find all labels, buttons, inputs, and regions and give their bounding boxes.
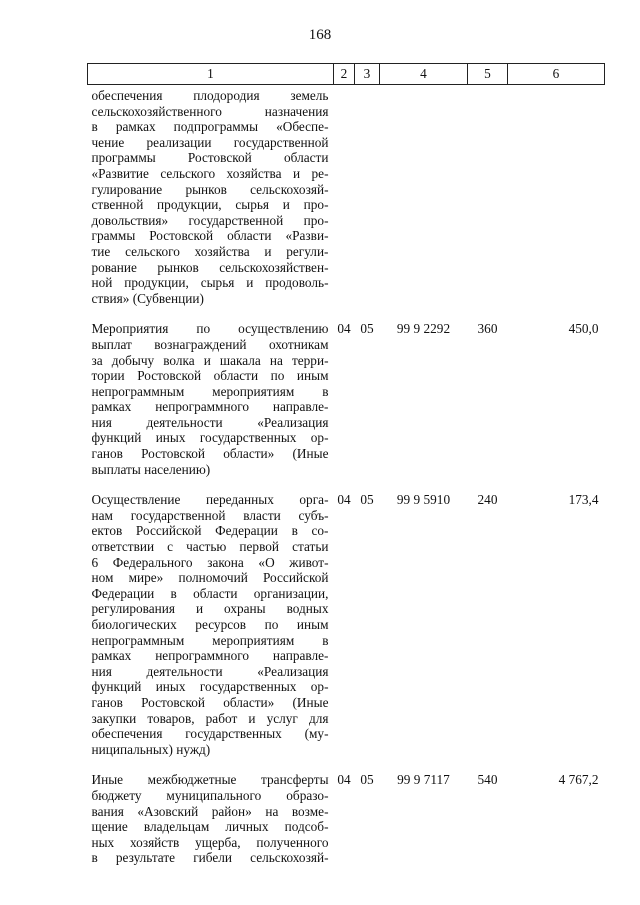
description-line: чение реализации государственной [91, 134, 329, 150]
description-line: Федерации в области организации, [91, 585, 329, 601]
description-line: «Развитие сельского хозяйства и ре- [91, 165, 329, 181]
amount: 450,0 [568, 321, 599, 337]
description-line: непрограммным мероприятиям в [91, 632, 329, 648]
description-line: ниципальных) нужд) [91, 741, 211, 757]
column-number-header [88, 64, 605, 85]
description-line: рамках непрограммного направле- [91, 648, 329, 664]
expense-type-code: 360 [477, 321, 498, 337]
budget-table [87, 63, 605, 872]
section-code: 04 [337, 492, 351, 508]
table-row [88, 769, 605, 872]
description-line: тие сельского хозяйства и регули- [91, 243, 329, 259]
description-line: за добычу волка и шакала на терри- [91, 352, 329, 368]
table-row [88, 85, 605, 313]
expenditure-description [88, 769, 334, 872]
target-article-code: 99 9 2292 [396, 321, 451, 337]
target-article-code [380, 85, 468, 313]
description-line: граммы Ростовской области «Разви- [91, 228, 329, 244]
column-header-2: 2 [334, 64, 355, 85]
description-line: программы Ростовской области [91, 150, 329, 166]
section-code: 04 [337, 321, 351, 337]
section-code [334, 85, 355, 313]
description-line: обеспечения государственных (му- [91, 726, 329, 742]
description-line: ном мире» полномочий Российской [91, 570, 329, 586]
description-line: ния деятельности «Реализация [91, 663, 329, 679]
page-number: 168 [308, 27, 332, 43]
description-line: щение владельцам личных подсоб- [91, 819, 329, 835]
expense-type-code: 540 [477, 772, 498, 788]
table-row [88, 489, 605, 763]
column-header-3: 3 [355, 64, 380, 85]
table-body [88, 85, 605, 872]
description-line: в рамках подпрограммы «Обеспе- [91, 119, 329, 135]
description-line: закупки товаров, работ и услуг для [91, 710, 329, 726]
description-line: вания «Азовский район» на возме- [91, 803, 329, 819]
description-line: обеспечения плодородия земель [91, 88, 329, 103]
description-line: биологических ресурсов по иным [91, 617, 329, 632]
expense-type-code [468, 85, 508, 313]
column-header-6: 6 [508, 64, 605, 85]
section-code: 04 [337, 772, 351, 788]
description-line: выплат вознаграждений охотникам [91, 336, 329, 352]
description-line: ственной продукции, сырья и про- [91, 197, 329, 213]
description-line: нам государственной власти субъ- [91, 507, 329, 523]
description-line: рамках непрограммного направле- [91, 399, 329, 415]
description-line: ния деятельности «Реализация [91, 414, 329, 430]
amount: 173,4 [568, 492, 599, 508]
description-line: рование рынков сельскохозяйствен- [91, 259, 329, 275]
description-line: 6 Федерального закона «О живот- [91, 554, 329, 570]
column-header-5: 5 [468, 64, 508, 85]
description-line: бюджету муниципального образо- [91, 787, 329, 803]
expenditure-description [88, 489, 334, 763]
description-line: непрограммным мероприятиям в [91, 383, 329, 399]
target-article-code: 99 9 7117 [397, 772, 450, 788]
description-line: ганов Ростовской области» (Иные [91, 446, 329, 462]
subsection-code: 05 [360, 321, 374, 337]
description-line: ных хозяйств ущерба, полученного [91, 834, 329, 850]
description-line: сельскохозяйственного назначения [91, 103, 329, 119]
description-line: Иные межбюджетные трансферты [91, 772, 329, 788]
description-line: тории Ростовской области по иным [91, 368, 329, 384]
description-line: Мероприятия по осуществлению [91, 321, 329, 337]
description-line: функций иных государственных ор- [91, 430, 329, 446]
subsection-code [355, 85, 380, 313]
description-line: Осуществление переданных орга- [91, 492, 329, 508]
description-line: гулирование рынков сельскохозяй- [91, 181, 329, 197]
description-line: ганов Ростовской области» (Иные [91, 694, 329, 710]
column-header-1: 1 [88, 64, 334, 85]
expenditure-description [88, 85, 334, 313]
amount [508, 85, 605, 313]
table-row [88, 318, 605, 483]
expense-type-code: 240 [477, 492, 498, 508]
amount: 4 767,2 [558, 772, 599, 788]
description-line: ной продукции, сырья и продоволь- [91, 275, 329, 291]
target-article-code: 99 9 5910 [396, 492, 451, 508]
subsection-code: 05 [360, 772, 374, 788]
description-line: ектов Российской Федерации в со- [91, 523, 329, 539]
description-line: ответствии с частью первой статьи [91, 539, 329, 555]
description-line: в результате гибели сельскохозяй- [91, 850, 329, 866]
description-line: регулирования и охраны водных [91, 601, 329, 617]
column-header-4: 4 [380, 64, 468, 85]
description-line: выплаты населению) [91, 461, 211, 477]
expenditure-description [88, 318, 334, 483]
description-line: ствия» (Субвенции) [91, 290, 204, 306]
subsection-code: 05 [360, 492, 374, 508]
description-line: довольствия» государственной про- [91, 212, 329, 228]
description-line: функций иных государственных ор- [91, 679, 329, 695]
